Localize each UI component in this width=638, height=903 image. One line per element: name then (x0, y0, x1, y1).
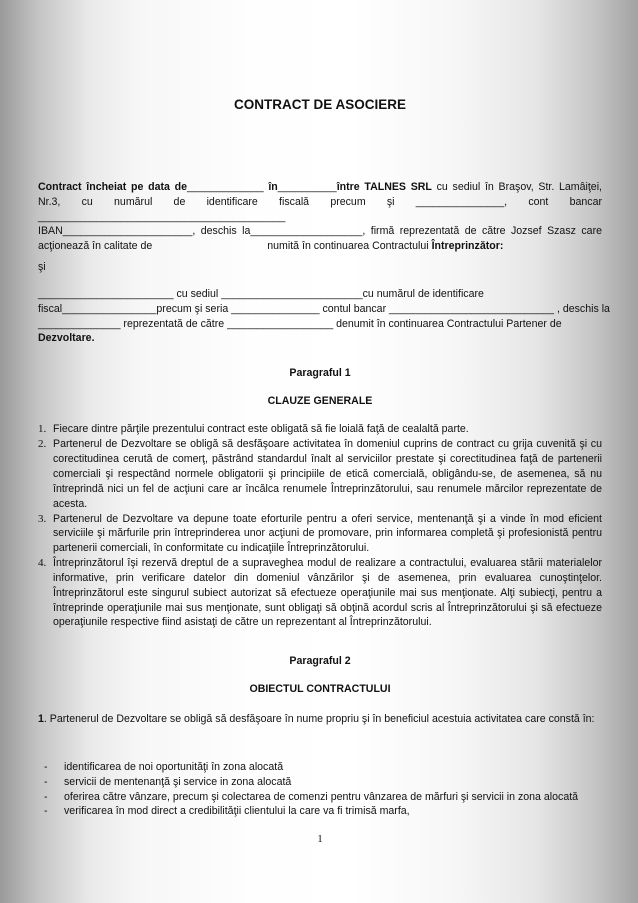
list-item-text: Întreprinzătorul îşi rezervă dreptul de a supraveghea modul de realizare a contractului, evaluarea stării materialelor informative, prin verificare datelor din domeniul vânzărilor şi de asemenea, prin evaluarea cunoştinţelor. Întreprinzătorul este singurul subiect autorizat să efectueze operaţiunile mai sus menţionate. Alţi subiecţi, pentru a întreprinde operaţiunile mai sus menţionate, sunt obligaţi să obţină acordul scris al Întreprinzătorului şi să efectueze operaţiunile respective fiind asistaţi de către un reprezentant al Întreprinzătorului. (53, 557, 602, 629)
general-clauses-list (38, 422, 602, 630)
list-item-text: servicii de mentenanţă şi service in zona alocată (64, 775, 292, 788)
paragraph-1-heading: Paragraful 1 (289, 367, 351, 379)
intro-line-1 (38, 180, 602, 195)
list-item-text: oferirea către vânzare, precum şi colectarea de comenzi pentru vânzarea de mărfuri şi servicii in zona alocată (64, 790, 579, 803)
intro-line-3: __________________________________________ (38, 210, 286, 223)
list-item (38, 790, 602, 805)
dash-marker: - (44, 775, 48, 788)
intro-line-8: ______________ reprezentată de către __________________ denumit în continuarea Contractului Partener de (38, 317, 562, 330)
intro-line-7: fiscal________________precum şi seria _______________ contul bancar ____________________________ , deschis la (38, 302, 610, 315)
activities-list (38, 760, 602, 819)
intro-named-label: numită în continuarea Contractului (267, 240, 432, 253)
list-item (38, 760, 602, 775)
list-item-number: 2. (38, 438, 47, 451)
list-item-text: Partenerul de Dezvoltare se obligă să desfăşoare activitatea în domeniul cuprins de contract cu grija cuvenită şi cu corectitudinea cerută de comerţ, păstrând standardul înalt al serviciilor prestate şi corectitudinea faţă de partenerii comerciali şi respectând normele obligatorii şi principiile de etică comercială, obligându-se, de asemenea, să nu întreprindă nici un fel de acţiuni care ar încălca renumele Întreprinzătorului, sau renumele mărcilor reprezentate de acesta. (53, 438, 602, 510)
intro-and: şi (38, 261, 46, 274)
list-item-text: Fiecare dintre părţile prezentului contract este obligată să fie loială faţă de cealaltă parte. (53, 423, 469, 435)
dash-marker: - (44, 805, 48, 818)
object-item-text: . Partenerul de Dezvoltare se obligă să desfăşoare în nume propriu şi în beneficiul acestuia activitatea care constă în: (43, 713, 595, 725)
intro-line-4: IBAN______________________, deschis la___________________, firmă reprezentată de către Jozsef Szasz care (38, 225, 602, 238)
contract-intro (38, 180, 610, 346)
list-item-number: 3. (38, 512, 47, 525)
paragraph-2-subheading: OBIECTUL CONTRACTULUI (249, 683, 391, 695)
list-item-number: 4. (38, 557, 47, 570)
list-item-number: 1. (38, 423, 47, 435)
list-item-text: identificarea de noi oportunităţi în zona alocată (64, 761, 284, 773)
dash-marker: - (44, 790, 48, 803)
intro-capacity-label: acţionează în calitate de (38, 240, 153, 253)
object-item-number: 1 (38, 713, 44, 725)
list-item (38, 556, 602, 630)
list-item-text: Partenerul de Dezvoltare va depune toate eforturile pentru a oferi service, mentenanţă şi a vinde în mod eficient serviciile şi mărfurile prin întreprinderea unor acţiuni de promovare, prin informarea completă şi profesionistă pentru partenerii comerciali, în conformitate cu indicaţiile Întreprinzătorului. (53, 512, 602, 555)
list-item (38, 775, 602, 790)
paragraph-1-subheading: CLAUZE GENERALE (267, 395, 373, 407)
intro-company-address: cu sediul în Braşov, Str. Lamâiţei, (431, 181, 603, 193)
intro-entrepreneur-label: Întreprinzător: (431, 240, 504, 253)
list-item (38, 804, 602, 819)
list-item (38, 512, 602, 556)
list-item-text: verificarea în mod direct a credibilităţii clientului la care va fi trimisă marfa, (64, 805, 410, 818)
intro-date-label: Contract încheiat pe data de (38, 181, 188, 193)
intro-date-blank: _____________ (187, 181, 264, 193)
intro-line-5 (38, 239, 602, 254)
list-item (38, 437, 602, 511)
paragraph-2-heading: Paragraful 2 (289, 655, 351, 667)
contract-object-item (38, 712, 602, 727)
intro-line-9: Dezvoltare. (38, 332, 95, 345)
intro-line-6: _______________________ cu sediul ________________________cu numărul de identificare (38, 287, 484, 300)
intro-company-name: între TALNES SRL (336, 181, 432, 193)
intro-place-blank: __________ (277, 181, 337, 193)
intro-line-2: Nr.3, cu numărul de identificare fiscală precum şi _______________, cont bancar (38, 195, 602, 208)
document-title: CONTRACT DE ASOCIERE (233, 97, 406, 112)
intro-place-label: în (268, 181, 278, 193)
document-page (38, 0, 610, 903)
dash-marker: - (44, 761, 48, 773)
page-number: 1 (317, 833, 323, 845)
list-item (38, 422, 602, 437)
